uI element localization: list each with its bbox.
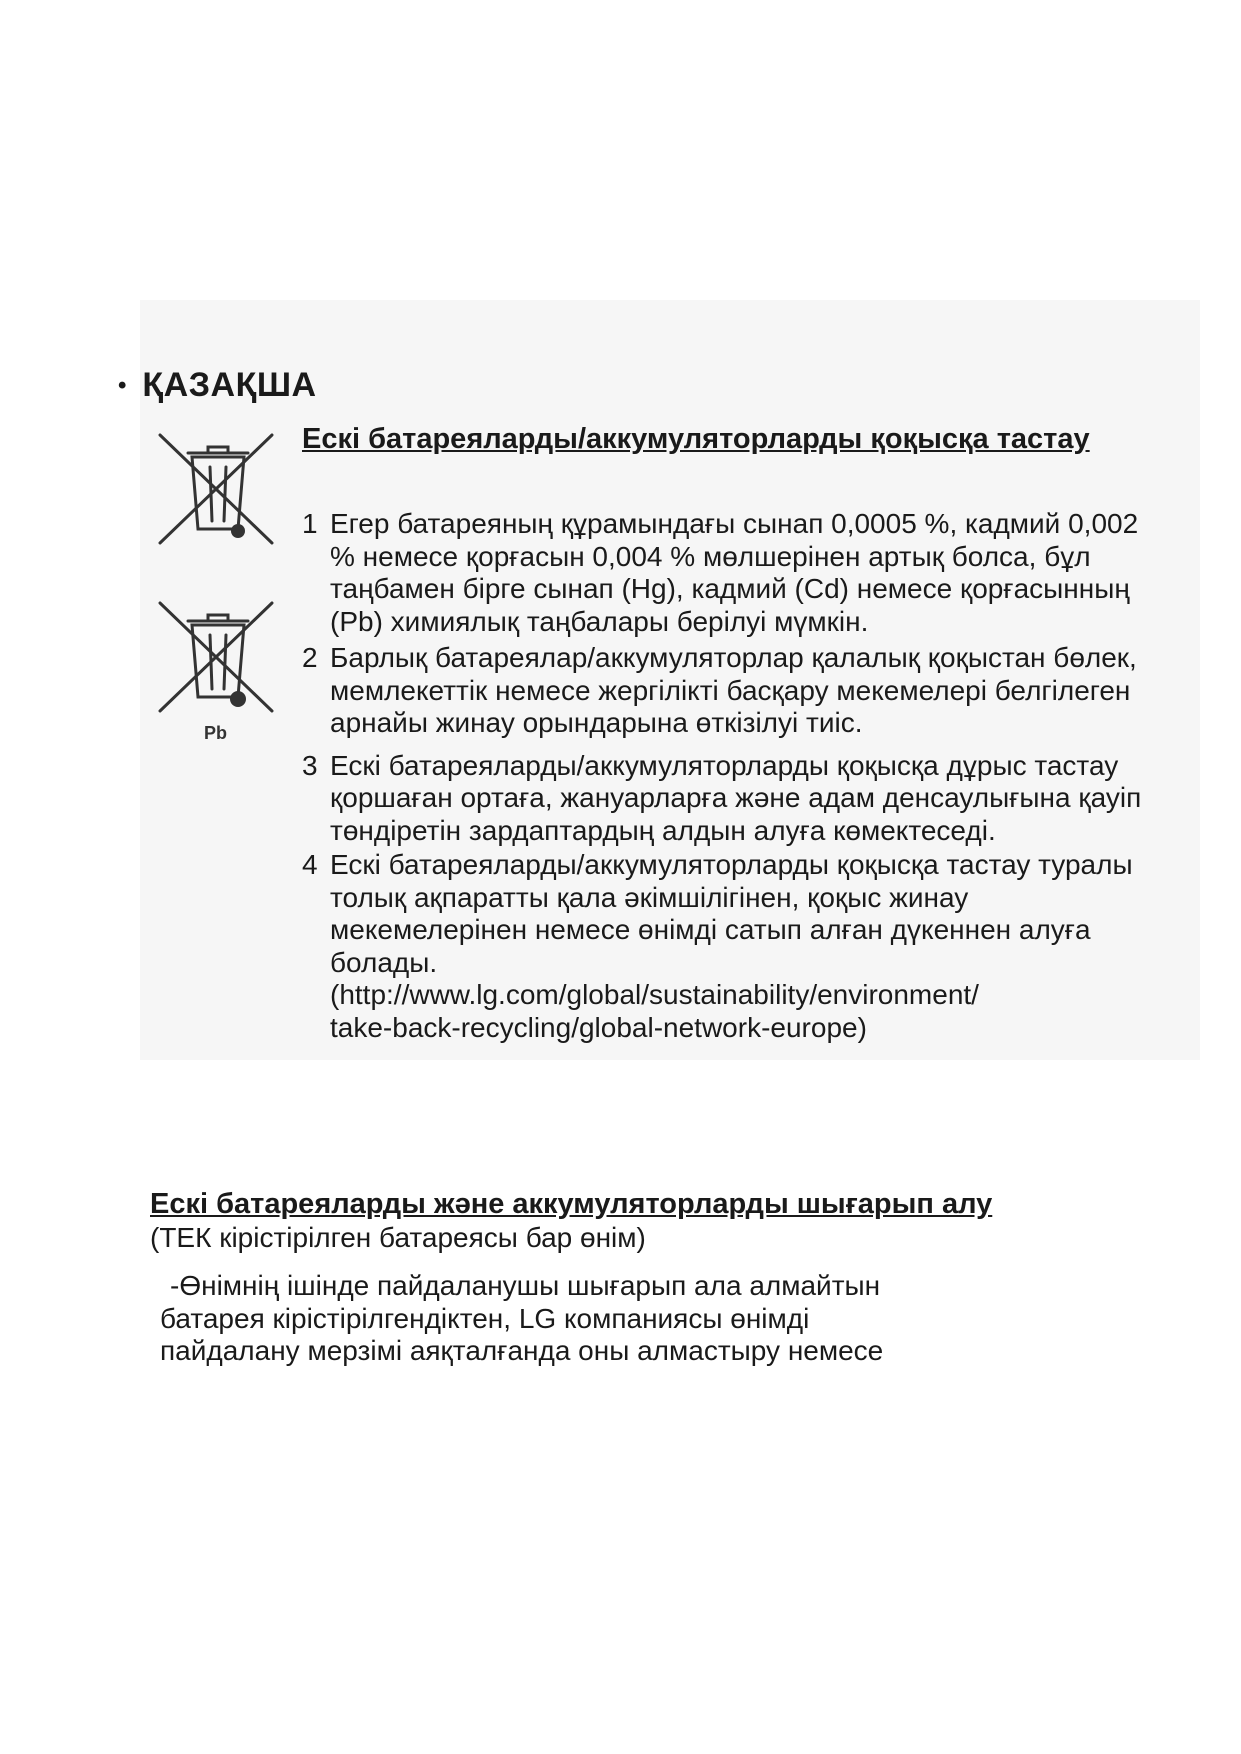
paragraph-line: -Өнімнің ішінде пайдаланушы шығарып ала алмайтын — [170, 1270, 881, 1301]
url-line: (http://www.lg.com/global/sustainability/environment/ — [330, 979, 979, 1010]
list-item — [302, 508, 1142, 638]
section-title-removal: Ескі батареяларды және аккумуляторларды шығарып алу — [150, 1188, 993, 1220]
crossed-bin-pb-icon — [150, 597, 282, 747]
list-item — [302, 750, 1142, 848]
disposal-list — [302, 508, 1142, 1044]
list-item — [302, 849, 1142, 1044]
section-title-disposal: Ескі батареяларды/аккумуляторларды қоқысқа тастау — [302, 423, 1090, 455]
item-text: Ескі батареяларды/аккумуляторларды қоқысқа дұрыс тастау қоршаған ортаға, жануарларға және адам денсаулығына қауіп төндіретін зардаптардың алдын алуға көмектеседі. — [330, 749, 1142, 846]
removal-paragraph — [160, 1270, 1090, 1368]
item-text: Ескі батареяларды/аккумуляторларды қоқысқа тастау туралы толық ақпаратты қала әкімшілігінен, қоқыс жинау мекемелерінен немесе өнімді сатып алған дүкеннен алуға болады. — [330, 849, 1133, 978]
url-line: take-back-recycling/global-network-europe) — [330, 1011, 867, 1043]
paragraph-line: пайдалану мерзімі аяқталғанда оны алмастыру немесе — [160, 1335, 884, 1366]
item-text: Егер батареяның құрамындағы сынап 0,0005 %, кадмий 0,002 % немесе қорғасын 0,004 % мөлшерінен артық болса, бұл таңбамен бірге сынап (Hg), кадмий (Cd) немесе қорғасынның (Pb) химиялық таңбалары берілуі мүмкін. — [330, 508, 1139, 637]
language-heading — [118, 366, 317, 405]
language-title: ҚАЗАҚША — [142, 366, 317, 404]
item-text: Барлық батареялар/аккумуляторлар қалалық қоқыстан бөлек, мемлекеттік немесе жергілікті басқару мекемелері белгілеген арнайы жинау орындарына өткізілуі тиіс. — [330, 642, 1137, 738]
pb-label: Pb — [204, 723, 228, 743]
paragraph-line: батарея кірістірілгендіктен, LG компаниясы өнімді — [160, 1302, 810, 1334]
item-number: 1 — [302, 508, 318, 539]
item-number: 3 — [302, 749, 318, 781]
item-number: 2 — [302, 642, 318, 673]
list-item — [302, 642, 1142, 740]
bullet-icon: • — [118, 371, 127, 399]
item-number: 4 — [302, 849, 318, 880]
section-subtitle: (ТЕК кірістірілген батареясы бар өнім) — [150, 1222, 646, 1253]
crossed-bin-icon — [150, 425, 282, 555]
